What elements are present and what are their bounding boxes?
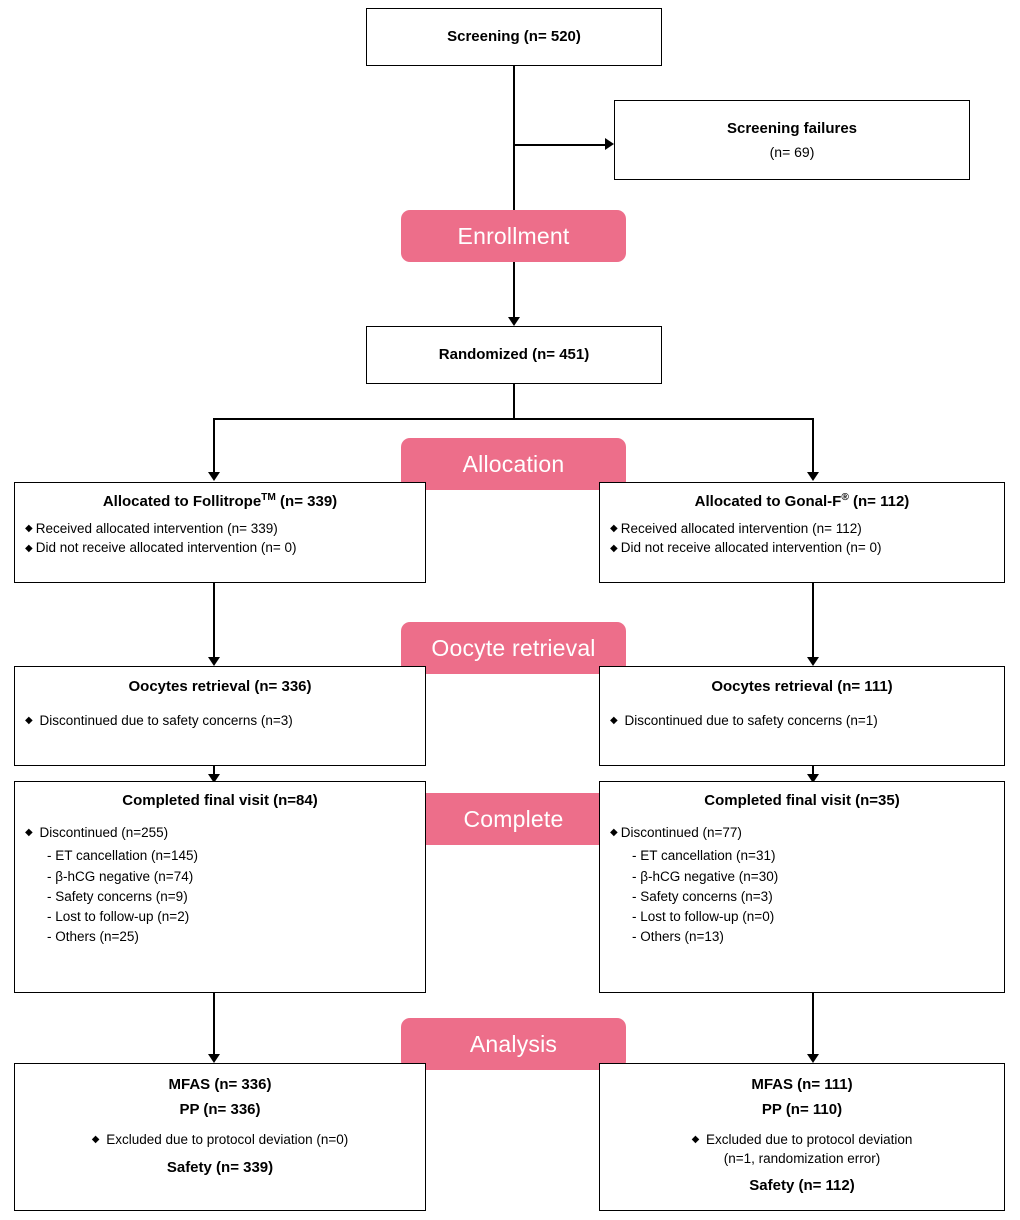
connector-screening-failures	[513, 144, 608, 146]
stage-enrollment-label: Enrollment	[457, 222, 570, 249]
allocation-right-title-pre: Allocated to Gonal-F	[694, 493, 842, 510]
diamond-bullet-icon: ◆	[25, 826, 33, 838]
connector-right-branch	[812, 418, 814, 474]
connector-left-branch	[213, 418, 215, 474]
diamond-bullet-icon: ◆	[610, 826, 618, 838]
allocation-left-box	[14, 482, 426, 583]
arrow-into-retrieval-right	[807, 657, 819, 666]
screening-failures-title: Screening failures	[726, 120, 858, 138]
diamond-bullet-icon: ◆	[25, 522, 33, 534]
allocation-right-items	[610, 519, 994, 558]
screening-title: Screening (n= 520)	[447, 27, 581, 45]
diamond-bullet-icon: ◆	[91, 1133, 100, 1145]
stage-complete	[401, 793, 626, 845]
list-item: - Lost to follow-up (n=2)	[47, 909, 190, 925]
allocation-left-title-sup: TM	[261, 492, 276, 503]
list-item: - Safety concerns (n=9)	[47, 888, 188, 904]
diamond-bullet-icon: ◆	[691, 1133, 700, 1145]
allocation-right-title-post: (n= 112)	[848, 493, 910, 510]
stage-analysis	[401, 1018, 626, 1070]
stage-analysis-label: Analysis	[469, 1030, 558, 1057]
randomized-box	[366, 326, 662, 384]
retrieval-left-items	[25, 711, 415, 731]
connector-allocation-right-down	[812, 583, 814, 659]
allocation-left-title	[25, 492, 415, 512]
complete-left-box	[14, 781, 426, 993]
analysis-left-line1: MFAS (n= 336)	[168, 1076, 272, 1093]
list-item: - Lost to follow-up (n=0)	[632, 909, 775, 925]
list-item: ◆ Excluded due to protocol deviation (n=0)	[91, 1131, 349, 1147]
retrieval-right-box	[599, 666, 1005, 766]
list-item: ◆ Discontinued due to safety concerns (n=1)	[610, 712, 878, 728]
complete-right-sub-items	[610, 846, 994, 947]
arrow-into-analysis-right	[807, 1054, 819, 1063]
connector-split-horizontal	[213, 418, 813, 420]
connector-randomized-down	[513, 384, 515, 419]
analysis-left-line3: Safety (n= 339)	[166, 1159, 274, 1177]
diamond-bullet-icon: ◆	[610, 714, 618, 726]
analysis-right-items	[610, 1130, 994, 1169]
arrow-into-allocation-right	[807, 472, 819, 481]
complete-left-items	[25, 823, 415, 843]
list-item: ◆ Received allocated intervention (n= 339)	[25, 520, 278, 536]
retrieval-left-box	[14, 666, 426, 766]
retrieval-right-items	[610, 711, 994, 731]
stage-allocation	[401, 438, 626, 490]
analysis-right-line1: MFAS (n= 111)	[751, 1076, 853, 1093]
screening-failures-box	[614, 100, 970, 180]
list-item: ◆ Did not receive allocated intervention (n= 0)	[25, 540, 297, 556]
allocation-right-title	[610, 492, 994, 512]
list-item: ◆ Did not receive allocated intervention (n= 0)	[610, 540, 882, 556]
list-item: ◆ Excluded due to protocol deviation	[691, 1131, 913, 1147]
allocation-right-box	[599, 482, 1005, 583]
screening-box	[366, 8, 662, 66]
analysis-right-box	[599, 1063, 1005, 1211]
screening-failures-count: (n= 69)	[769, 143, 815, 160]
diamond-bullet-icon: ◆	[610, 522, 618, 534]
list-item: ◆ Discontinued (n=77)	[610, 824, 742, 840]
complete-right-box	[599, 781, 1005, 993]
list-item: (n=1, randomization error)	[723, 1151, 881, 1167]
complete-left-sub-items	[25, 846, 415, 947]
stage-allocation-label: Allocation	[462, 450, 565, 477]
list-item: ◆ Discontinued (n=255)	[25, 824, 169, 840]
analysis-right-line3: Safety (n= 112)	[749, 1176, 855, 1194]
list-item: ◆ Discontinued due to safety concerns (n=3)	[25, 712, 293, 728]
list-item: - Others (n=13)	[632, 929, 724, 945]
allocation-left-title-post: (n= 339)	[275, 493, 338, 510]
stage-enrollment	[401, 210, 626, 262]
list-item: - β-hCG negative (n=30)	[632, 868, 779, 884]
diamond-bullet-icon: ◆	[25, 714, 33, 726]
arrow-into-randomized	[508, 317, 520, 326]
complete-right-items	[610, 823, 994, 843]
allocation-left-title-pre: Allocated to Follitrope	[102, 493, 262, 510]
connector-complete-right-down	[812, 993, 814, 1056]
stage-oocyte-retrieval	[401, 622, 626, 674]
diamond-bullet-icon: ◆	[25, 542, 33, 554]
connector-allocation-left-down	[213, 583, 215, 659]
arrow-into-analysis-left	[208, 1054, 220, 1063]
allocation-left-items	[25, 519, 415, 558]
analysis-left-items	[25, 1130, 415, 1150]
retrieval-left-title: Oocytes retrieval (n= 336)	[128, 678, 312, 695]
analysis-left-line2: PP (n= 336)	[179, 1100, 261, 1118]
list-item: - β-hCG negative (n=74)	[47, 868, 194, 884]
arrow-into-screening-failures	[605, 138, 614, 150]
stage-complete-label: Complete	[463, 805, 564, 832]
stage-oocyte-retrieval-label: Oocyte retrieval	[431, 634, 596, 661]
complete-right-title: Completed final visit (n=35)	[704, 792, 900, 809]
list-item: - Others (n=25)	[47, 929, 139, 945]
list-item: - ET cancellation (n=31)	[632, 848, 776, 864]
complete-left-title: Completed final visit (n=84)	[122, 792, 318, 809]
randomized-title: Randomized (n= 451)	[438, 345, 590, 363]
diamond-bullet-icon: ◆	[610, 542, 618, 554]
connector-screening-down	[513, 66, 515, 319]
list-item: ◆ Received allocated intervention (n= 112)	[610, 520, 862, 536]
retrieval-right-title: Oocytes retrieval (n= 111)	[711, 678, 893, 695]
connector-complete-left-down	[213, 993, 215, 1056]
list-item: - ET cancellation (n=145)	[47, 848, 198, 864]
arrow-into-allocation-left	[208, 472, 220, 481]
arrow-into-retrieval-left	[208, 657, 220, 666]
analysis-left-box	[14, 1063, 426, 1211]
analysis-right-line2: PP (n= 110)	[761, 1100, 843, 1118]
list-item: - Safety concerns (n=3)	[632, 888, 773, 904]
allocation-right-title-sup: ®	[841, 492, 849, 503]
